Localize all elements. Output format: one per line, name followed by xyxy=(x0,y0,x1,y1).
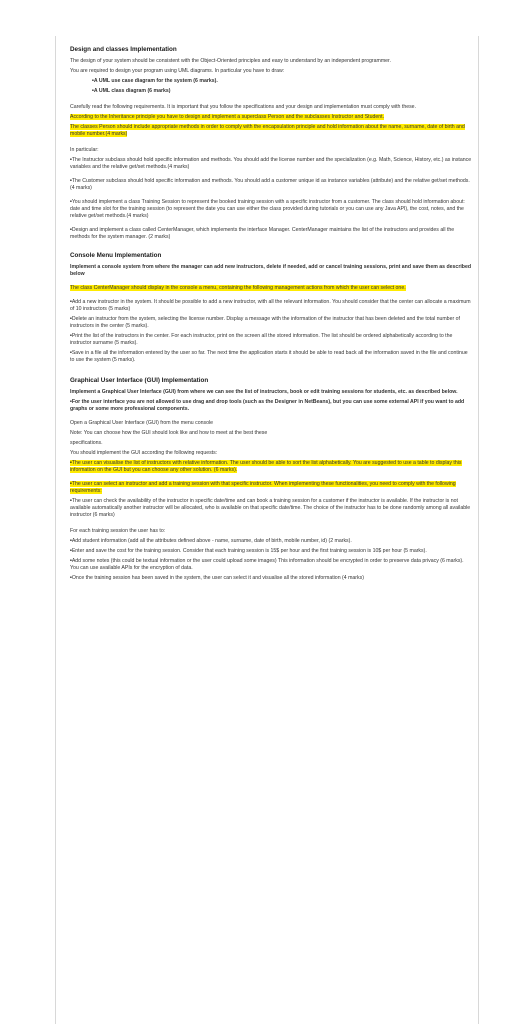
menu-note-text: The class CenterManager should display in the console a menu, containing the following management actions from which the user can select one. xyxy=(70,285,406,291)
gui-subtitle: Implement a Graphical User Interface (GUI) from where we can see the list of instructors, book or edit training sessions for students, etc. as described below. xyxy=(70,389,458,395)
availability-requirement: • The user can check the availability of the instructor in specific date/time and can book a training session for a customer if the instructor is available. If the instructor is not available automatically another instructor will be allocated, who is available on that specific date/time. The choice of the instructor has to be done randomly among all available instructor (6 marks) xyxy=(70,498,472,519)
design-intro: The design of your system should be consistent with the Object-Oriented principles and easy to understand by an independent programmer. xyxy=(70,58,391,64)
session-item-student: • Add student information (add all the attributes defined above - name, surname, date of birth, mobile number, id) (2 marks). xyxy=(70,538,472,545)
gui-open: Open a Graphical User Interface (GUI) from the menu console xyxy=(70,420,214,426)
inheritance-text: According to the Inheritance principle you have to design and implement a superclass Person and the subclasses Instructor and Student. xyxy=(70,114,385,120)
instructor-requirement: • The Instructor subclass should hold specific information and methods. You should add the license number and the specialization (e.g. Math, Science, History, etc.) as instance variables and the relative get/set methods.(4 marks) xyxy=(70,157,472,171)
gui-specs: specifications. xyxy=(70,440,103,446)
console-item-delete: • Delete an instructor from the system, selecting the license number. Display a message with the information of the instructor that has been deleted and the total number of instructors in the center (5 marks). xyxy=(70,316,472,330)
uml-item-usecase: • A UML use case diagram for the system (6 marks). xyxy=(70,78,472,85)
session-item-notes: • Add some notes (this could be textual information or the user could upload some images) This information should be encrypted in order to preserve data privacy (6 marks). You can use available APIs for the encryption of data. xyxy=(70,558,472,572)
carefully-paragraph: Carefully read the following requirements. It is important that you follow the specifications and your design and implementation must comply with these. xyxy=(70,104,417,110)
session-item-view: • Once the training session has been saved in the system, the user can select it and visualise all the stored information (4 marks) xyxy=(70,575,472,582)
gui-note: Note: You can choose how the GUI should look like and how to meet at the best these xyxy=(70,430,268,436)
in-particular: In particular: xyxy=(70,147,99,153)
select-text: • The user can select an instructor and add a training session with that specific instructor. When implementing these functionalities, you need to comply with the following requirements: xyxy=(70,481,456,494)
inheritance-paragraph xyxy=(70,114,472,121)
visualise-text: • The user can visualise the list of instructors with relative information. The user should be able to sort the list alphabetically. You are suggested to use a table to display this information on the GUI but you can choose any other solution. (6 marks). xyxy=(70,460,462,473)
gui-implement: You should implement the GUI according the following requests: xyxy=(70,450,218,456)
centermanager-requirement: • Design and implement a class called CenterManager, which implements the interface Manager. CenterManager maintains the list of the instructors and provides all the methods for the system manager. (2 marks) xyxy=(70,227,472,241)
uml-intro: You are required to design your program using UML diagrams. In particular you have to draw: xyxy=(70,68,285,74)
design-heading: Design and classes Implementation xyxy=(70,46,177,53)
encapsulation-text: The classes Person should include appropriate methods in order to comply with the encapsulation principle and hold information about the name, surname, date of birth and mobile number.(4 marks) xyxy=(70,124,465,137)
select-paragraph xyxy=(70,481,472,495)
customer-requirement: • The Customer subclass should hold specific information and methods. You should add a customer unique id as instance variables (attribute) and the relative get/set methods. (4 marks) xyxy=(70,178,472,192)
training-requirement: • You should implement a class Training Session to represent the booked training session with a specific instructor from a customer. The class should hold information about: date and time slot for the training session (to represent the date you can use either the class provided during tutorials or you can use any Java API), the cost, notes, and the relative get/set methods.(4 marks) xyxy=(70,199,472,220)
gui-warning: • For the user interface you are not allowed to use drag and drop tools (such as the Designer in NetBeans), but you can use some external API if you want to add graphs or some more professional components. xyxy=(70,399,472,413)
menu-note-paragraph xyxy=(70,285,472,292)
visualise-paragraph xyxy=(70,460,472,474)
console-subtitle: Implement a console system from where the manager can add new instructors, delete if needed, add or cancel training sessions, print and save them as described below xyxy=(70,264,472,277)
console-item-add: • Add a new instructor in the system. It should be possible to add a new instructor, with all the relevant information. You should consider that the center can allocate a maximum of 10 instructors (5 marks) xyxy=(70,299,472,313)
console-heading: Console Menu Implementation xyxy=(70,252,162,259)
uml-item-class: • A UML class diagram (6 marks) xyxy=(70,88,472,95)
encapsulation-paragraph xyxy=(70,124,472,138)
gui-heading: Graphical User Interface (GUI) Implementation xyxy=(70,377,209,384)
document-content xyxy=(70,46,472,585)
session-item-cost: • Enter and save the cost for the training session. Consider that each training session is 15$ per hour and the first training session is 10$ per hour (5 marks). xyxy=(70,548,472,555)
console-item-save: • Save in a file all the information entered by the user so far. The next time the application starts it should be able to read back all the information saved in the file and continue to use the system (5 marks). xyxy=(70,350,472,364)
for-each-session: For each training session the user has to: xyxy=(70,528,166,534)
console-item-print: • Print the list of the instructors in the center. For each instructor, print on the screen all the stored information. The list should be ordered alphabetically according to the instructor surname (5 marks). xyxy=(70,333,472,347)
